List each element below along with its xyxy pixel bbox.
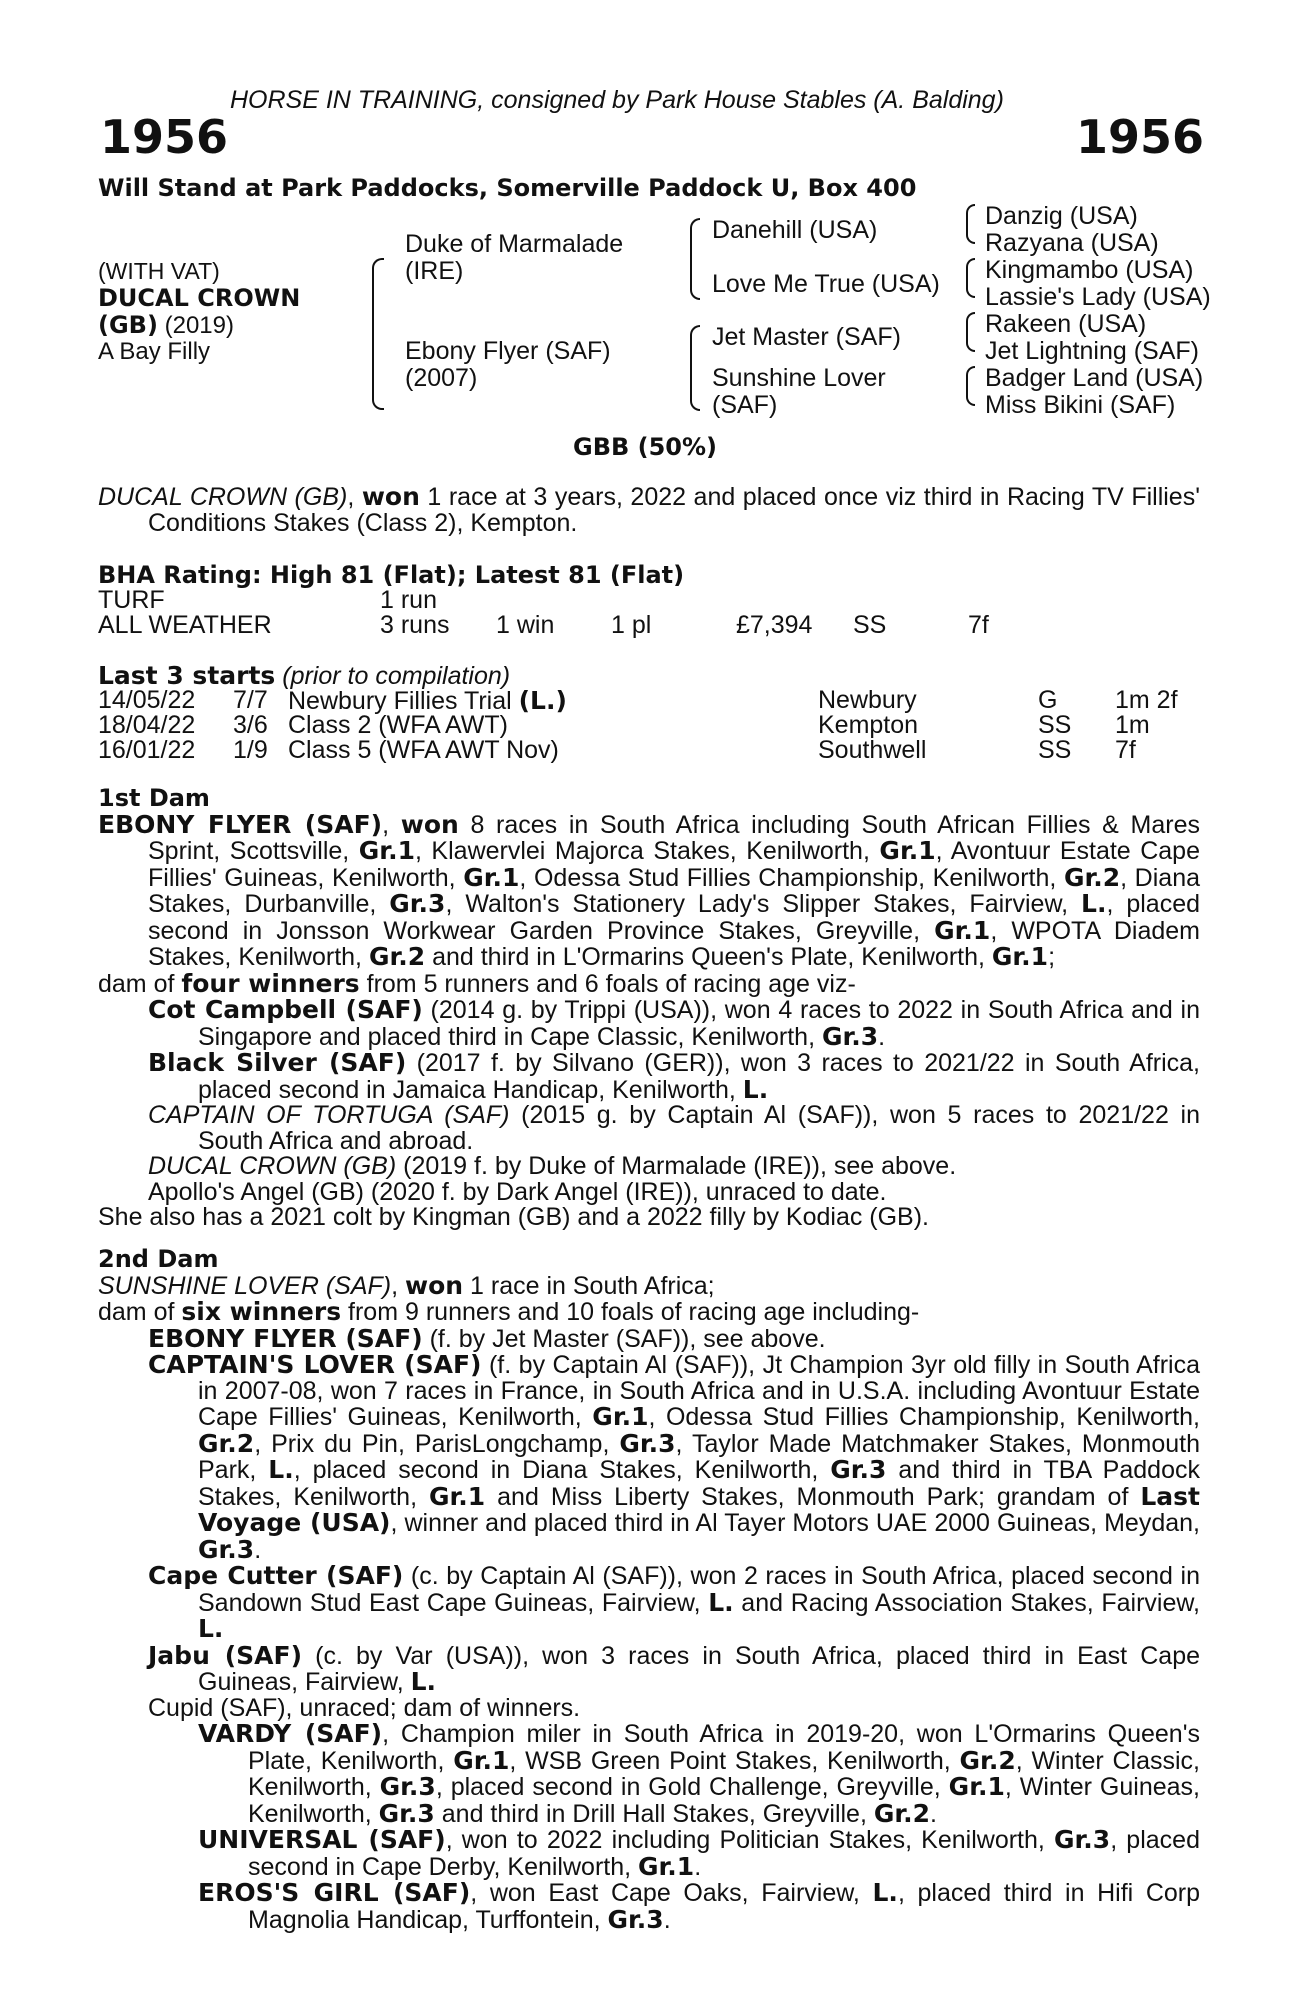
list-item: Jabu (SAF) (c. by Var (USA)), won 3 races in South Africa, placed third in East Cape Guineas, Fairview, L.: [148, 1640, 1200, 1696]
rating-distance: 7f: [968, 611, 989, 639]
brace-sd: [966, 258, 975, 298]
rating-prize: £7,394: [736, 611, 813, 639]
start-date: 14/05/22: [98, 686, 196, 714]
last-starts-note: (prior to compilation): [282, 662, 511, 690]
pedigree-brace-gen1: [372, 258, 384, 410]
pedigree-brace-dam: [690, 325, 700, 411]
first-dam-heading: 1st Dam: [98, 784, 210, 812]
pedigree-brace-sire: [690, 218, 700, 300]
first-dam-also: She also has a 2021 colt by Kingman (GB) and a 2022 filly by Kodiac (GB).: [98, 1203, 930, 1231]
rating-surface: TURF: [98, 586, 165, 614]
ped-dsd: Jet Lightning (SAF): [985, 337, 1199, 365]
breeding-percent: GBB (50%): [573, 433, 718, 461]
first-dam-name: EBONY FLYER (SAF): [98, 809, 383, 839]
list-item: CAPTAIN'S LOVER (SAF) (f. by Captain Al (SAF)), Jt Champion 3yr old filly in South Africa in 2007-08, won 7 races in France, in South Africa and in U.S.A. including Avontuur Estate Cape Fillies' Guineas, Kenilworth, Gr.1, Odessa Stud Fillies Championship, Kenilworth, Gr.2, Prix du Pin, ParisLongchamp, Gr.3, Taylor Made Matchmaker Stakes, Monmouth Park, L., placed second in Diana Stakes, Kenilworth, Gr.3 and third in TBA Paddock Stakes, Kenilworth, Gr.1 and Miss Liberty Stakes, Monmouth Park; grandam of Last Voyage (USA), winner and placed third in Al Tayer Motors UAE 2000 Guineas, Meydan, Gr.3.: [148, 1350, 1201, 1564]
second-dam-section: [98, 1247, 1200, 1933]
start-going: SS: [1038, 711, 1072, 739]
second-dam-heading: 2nd Dam: [98, 1245, 219, 1273]
start-race: Class 2 (WFA AWT): [288, 711, 508, 739]
second-dam-record: SUNSHINE LOVER (SAF), won 1 race in South Africa;: [98, 1270, 715, 1300]
horse-description: A Bay Filly: [98, 338, 211, 365]
list-item: EROS'S GIRL (SAF), won East Cape Oaks, Fairview, L., placed third in Hifi Corp Magnolia Handicap, Turffontein, Gr.3.: [198, 1878, 1201, 1934]
start-course: Kempton: [818, 711, 919, 739]
second-dam-produce-summary: dam of six winners from 9 runners and 10 foals of racing age including-: [98, 1297, 920, 1326]
dam-dam-country: (SAF): [712, 391, 778, 419]
start-race: Class 5 (WFA AWT Nov): [288, 736, 559, 764]
start-race: Newbury Fillies Trial: [288, 687, 519, 715]
horse-year: (2019): [164, 312, 234, 339]
ped-ssd: Razyana (USA): [985, 229, 1159, 257]
start-distance: 1m: [1115, 711, 1150, 739]
dam-sire: Jet Master (SAF): [712, 323, 901, 351]
rating-places: 1 pl: [611, 611, 652, 639]
start-distance: 1m 2f: [1115, 686, 1178, 714]
lot-number-right: 1956: [1075, 110, 1204, 164]
dam-year: (2007): [405, 364, 478, 392]
first-dam-section: [98, 786, 1200, 1231]
list-item: CAPTAIN OF TORTUGA (SAF) (2015 g. by Captain Al (SAF)), won 5 races to 2021/22 in South Africa and abroad.: [148, 1101, 1200, 1155]
list-item: DUCAL CROWN (GB) (2019 f. by Duke of Marmalade (IRE)), see above.: [148, 1152, 957, 1180]
rating-runs: 3 runs: [380, 611, 450, 639]
first-dam-record: EBONY FLYER (SAF), won 8 races in South Africa including South African Fillies & Mares Sprint, Scottsville, Gr.1, Klawervlei Majorca Stakes, Kenilworth, Gr.1, Avontuur Estate Cape Fillies' Guineas, Kenilworth, Gr.1, Odessa Stud Fillies Championship, Kenilworth, Gr.2, Diana Stakes, Durbanville, Gr.3, Walton's Stationery Lady's Slipper Stakes, Fairview, L., placed second in Jonsson Workwear Garden Province Stakes, Greyville, Gr.1, WPOTA Diadem Stakes, Kenilworth, Gr.2 and third in L'Ormarins Queen's Plate, Kenilworth, Gr.1;: [98, 809, 1201, 971]
list-item: Cape Cutter (SAF) (c. by Captain Al (SAF)), won 2 races in South Africa, placed second in Sandown Stud East Cape Guineas, Fairview, L. and Racing Association Stakes, Fairview, L.: [148, 1561, 1201, 1643]
dam-dam: Sunshine Lover: [712, 364, 886, 392]
ped-sds: Kingmambo (USA): [985, 256, 1194, 284]
first-dam-produce-summary: dam of four winners from 5 runners and 6 foals of racing age viz-: [98, 968, 856, 998]
start-course: Southwell: [818, 736, 927, 764]
start-position: 7/7: [233, 686, 268, 714]
list-item: UNIVERSAL (SAF), won to 2022 including Politician Stakes, Kenilworth, Gr.3, placed second in Cape Derby, Kenilworth, Gr.1.: [198, 1825, 1200, 1881]
brace-ss: [966, 204, 975, 244]
sire-name: Duke of Marmalade: [405, 230, 624, 258]
lot-number-left: 1956: [100, 110, 229, 164]
start-grade: (L.): [518, 686, 567, 715]
rating-surface: ALL WEATHER: [98, 611, 272, 639]
list-item: Apollo's Angel (GB) (2020 f. by Dark Angel (IRE)), unraced to date.: [148, 1177, 887, 1206]
last-starts-title: Last 3 starts: [98, 661, 276, 690]
start-date: 18/04/22: [98, 711, 196, 739]
ped-dss: Rakeen (USA): [985, 310, 1147, 338]
rating-going: SS: [853, 611, 887, 639]
start-date: 16/01/22: [98, 736, 196, 764]
list-item: Cupid (SAF), unraced; dam of winners.: [148, 1693, 581, 1722]
brace-ds: [966, 312, 975, 352]
ped-dds: Badger Land (USA): [985, 364, 1204, 392]
ped-sss: Danzig (USA): [985, 202, 1138, 230]
start-course: Newbury: [818, 686, 917, 714]
horse-country: (GB): [98, 311, 158, 339]
vat-note: (WITH VAT): [98, 258, 220, 284]
sire-dam: Love Me True (USA): [712, 270, 940, 298]
start-position: 3/6: [233, 711, 268, 739]
list-item: Black Silver (SAF) (2017 f. by Silvano (GER)), won 3 races to 2021/22 in South Africa, placed second in Jamaica Handicap, Kenilworth, L.: [148, 1048, 1201, 1104]
summary-text: 1 race at 3 years, 2022 and placed once viz third in Racing TV Fillies' Conditions Stakes (Class 2), Kempton.: [148, 483, 1200, 537]
sire-country: (IRE): [405, 257, 464, 285]
sire-sire: Danehill (USA): [712, 216, 878, 244]
rating-title: BHA Rating: High 81 (Flat); Latest 81 (Flat): [98, 561, 685, 589]
ped-sdd: Lassie's Lady (USA): [985, 283, 1211, 311]
start-distance: 7f: [1115, 736, 1136, 764]
race-summary: DUCAL CROWN (GB), won 1 race at 3 years, 2022 and placed once viz third in Racing TV Fillies' Conditions Stakes (Class 2), Kempton.: [98, 482, 1200, 537]
start-position: 1/9: [233, 736, 268, 764]
rating-wins: 1 win: [496, 611, 555, 639]
summary-horse-name: DUCAL CROWN (GB): [98, 483, 348, 511]
dam-name: Ebony Flyer (SAF): [405, 337, 611, 365]
brace-dd: [966, 366, 975, 406]
horse-country-year: [98, 311, 234, 340]
location-line: Will Stand at Park Paddocks, Somerville Paddock U, Box 400: [98, 174, 917, 202]
start-going: G: [1038, 686, 1058, 714]
start-going: SS: [1038, 736, 1072, 764]
rating-runs: 1 run: [380, 586, 437, 614]
list-item: VARDY (SAF), Champion miler in South Africa in 2019-20, won L'Ormarins Queen's Plate, Kenilworth, Gr.1, WSB Green Point Stakes, Kenilworth, Gr.2, Winter Classic, Kenilworth, Gr.3, placed second in Gold Challenge, Greyville, Gr.1, Winter Guineas, Kenilworth, Gr.3 and third in Drill Hall Stakes, Greyville, Gr.2.: [198, 1719, 1200, 1828]
ped-ddd: Miss Bikini (SAF): [985, 391, 1176, 419]
consignor-line: HORSE IN TRAINING, consigned by Park House Stables (A. Balding): [230, 86, 1004, 114]
list-item: EBONY FLYER (SAF) (f. by Jet Master (SAF)), see above.: [148, 1323, 826, 1353]
list-item: Cot Campbell (SAF) (2014 g. by Trippi (USA)), won 4 races to 2022 in South Africa and in Singapore and placed third in Cape Classic, Kenilworth, Gr.3.: [148, 995, 1200, 1051]
horse-name: DUCAL CROWN: [98, 284, 301, 312]
summary-won: won: [361, 482, 420, 511]
